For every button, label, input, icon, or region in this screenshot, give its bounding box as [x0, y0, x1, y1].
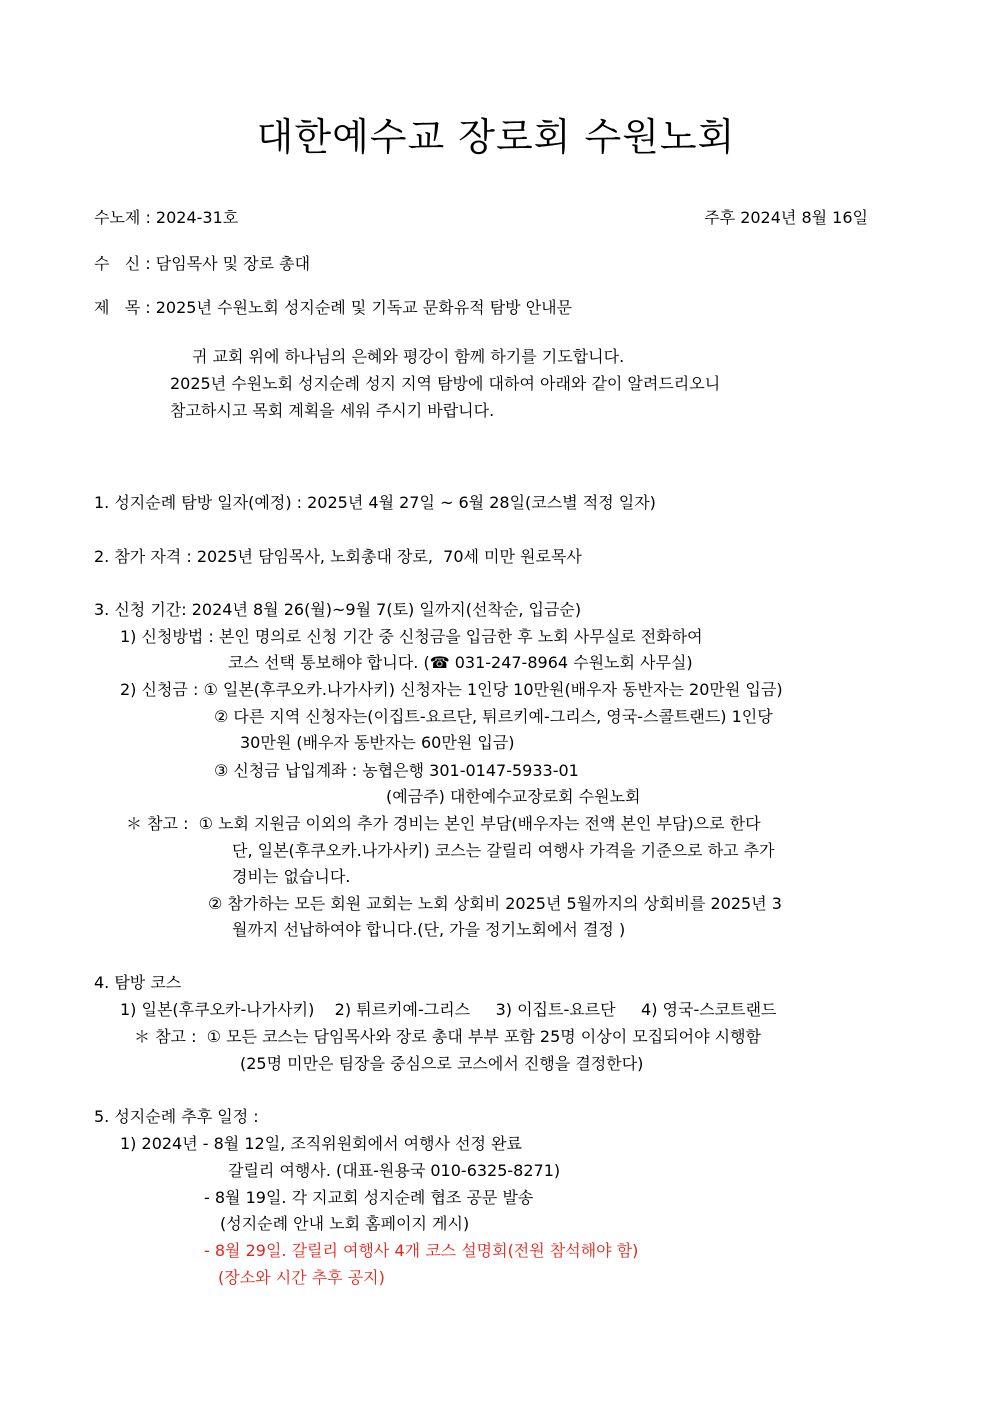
note-line: ② 참가하는 모든 회원 교회는 노회 상회비 2025년 5월까지의 상회비를 2025년 3: [208, 894, 782, 913]
followup-line: - 8월 19일. 각 지교회 성지순례 협조 공문 발송: [204, 1188, 534, 1207]
section-1-schedule: 1. 성지순례 탐방 일자(예정) : 2025년 4월 27일 ~ 6월 28일(코스별 적정 일자): [94, 493, 656, 512]
course-note-line: (25명 미만은 팀장을 중심으로 코스에서 진행을 결정한다): [240, 1054, 644, 1073]
intro-line: 참고하시고 목회 계획을 세워 주시기 바랍니다.: [170, 401, 495, 420]
followup-line: (성지순례 안내 노회 홈페이지 게시): [220, 1214, 470, 1233]
note-line: ＊ 참고 : ① 노회 지원금 이외의 추가 경비는 본인 부담(배우자는 전액 본인 부담)으로 한다: [126, 814, 761, 833]
bank-account-line: ③ 신청금 납입계좌 : 농협은행 301-0147-5933-01: [214, 761, 579, 780]
document-number: 수노제 : 2024-31호: [94, 208, 239, 227]
intro-line: 귀 교회 위에 하나님의 은혜와 평강이 함께 하기를 기도합니다.: [192, 347, 625, 366]
followup-line: 1) 2024년 - 8월 12일, 조직위원회에서 여행사 선정 완료: [120, 1134, 522, 1153]
account-holder-line: (예금주) 대한예수교장로회 수원노회: [386, 787, 641, 806]
course-note-line: ＊ 참고 : ① 모든 코스는 담임목사와 장로 총대 부부 포함 25명 이상이 모집되어야 시행함: [134, 1027, 761, 1046]
fee-line: ② 다른 지역 신청자는(이집트-요르단, 튀르키예-그리스, 영국-스콜트랜드) 1인당: [214, 707, 773, 726]
followup-line-highlight: (장소와 시간 추후 공지): [218, 1268, 385, 1287]
followup-line-highlight: - 8월 29일. 갈릴리 여행사 4개 코스 설명회(전원 참석해야 함): [204, 1241, 639, 1260]
apply-method-line: 1) 신청방법 : 본인 명의로 신청 기간 중 신청금을 입금한 후 노회 사무실로 전화하여: [120, 627, 703, 646]
section-3-heading: 3. 신청 기간: 2024년 8월 26(월)~9월 7(토) 일까지(선착순, 입금순): [94, 600, 582, 619]
note-line: 경비는 없습니다.: [232, 867, 351, 886]
followup-line: 갈릴리 여행사. (대표-원용국 010-6325-8271): [228, 1161, 561, 1180]
document-date: 주후 2024년 8월 16일: [704, 208, 868, 227]
intro-line: 2025년 수원노회 성지순례 성지 지역 탐방에 대하여 아래와 같이 알려드리오니: [170, 374, 721, 393]
section-5-heading: 5. 성지순례 추후 일정 :: [94, 1107, 259, 1126]
subject-line: 제 목 : 2025년 수원노회 성지순례 및 기독교 문화유적 탐방 안내문: [94, 298, 573, 317]
section-4-heading: 4. 탐방 코스: [94, 973, 182, 992]
fee-line: 2) 신청금 : ① 일본(후쿠오카.나가사키) 신청자는 1인당 10만원(배우자 동반자는 20만원 입금): [120, 680, 783, 699]
apply-method-line: 코스 선택 통보해야 합니다. (☎ 031-247-8964 수원노회 사무실): [228, 653, 693, 672]
section-2-eligibility: 2. 참가 자격 : 2025년 담임목사, 노회총대 장로, 70세 미만 원로목사: [94, 547, 582, 566]
fee-line: 30만원 (배우자 동반자는 60만원 입금): [240, 733, 515, 752]
note-line: 월까지 선납하여야 합니다.(단, 가을 정기노회에서 결정 ): [232, 920, 626, 939]
course-list: 1) 일본(후쿠오카-나가사키) 2) 튀르키예-그리스 3) 이집트-요르단 4) 영국-스코트랜드: [120, 1000, 777, 1019]
recipient-line: 수 신 : 담임목사 및 장로 총대: [94, 254, 311, 273]
note-line: 단, 일본(후쿠오카.나가사키) 코스는 갈릴리 여행사 가격을 기준으로 하고 추가: [232, 841, 775, 860]
document-title: 대한예수교 장로회 수원노회: [256, 115, 736, 159]
